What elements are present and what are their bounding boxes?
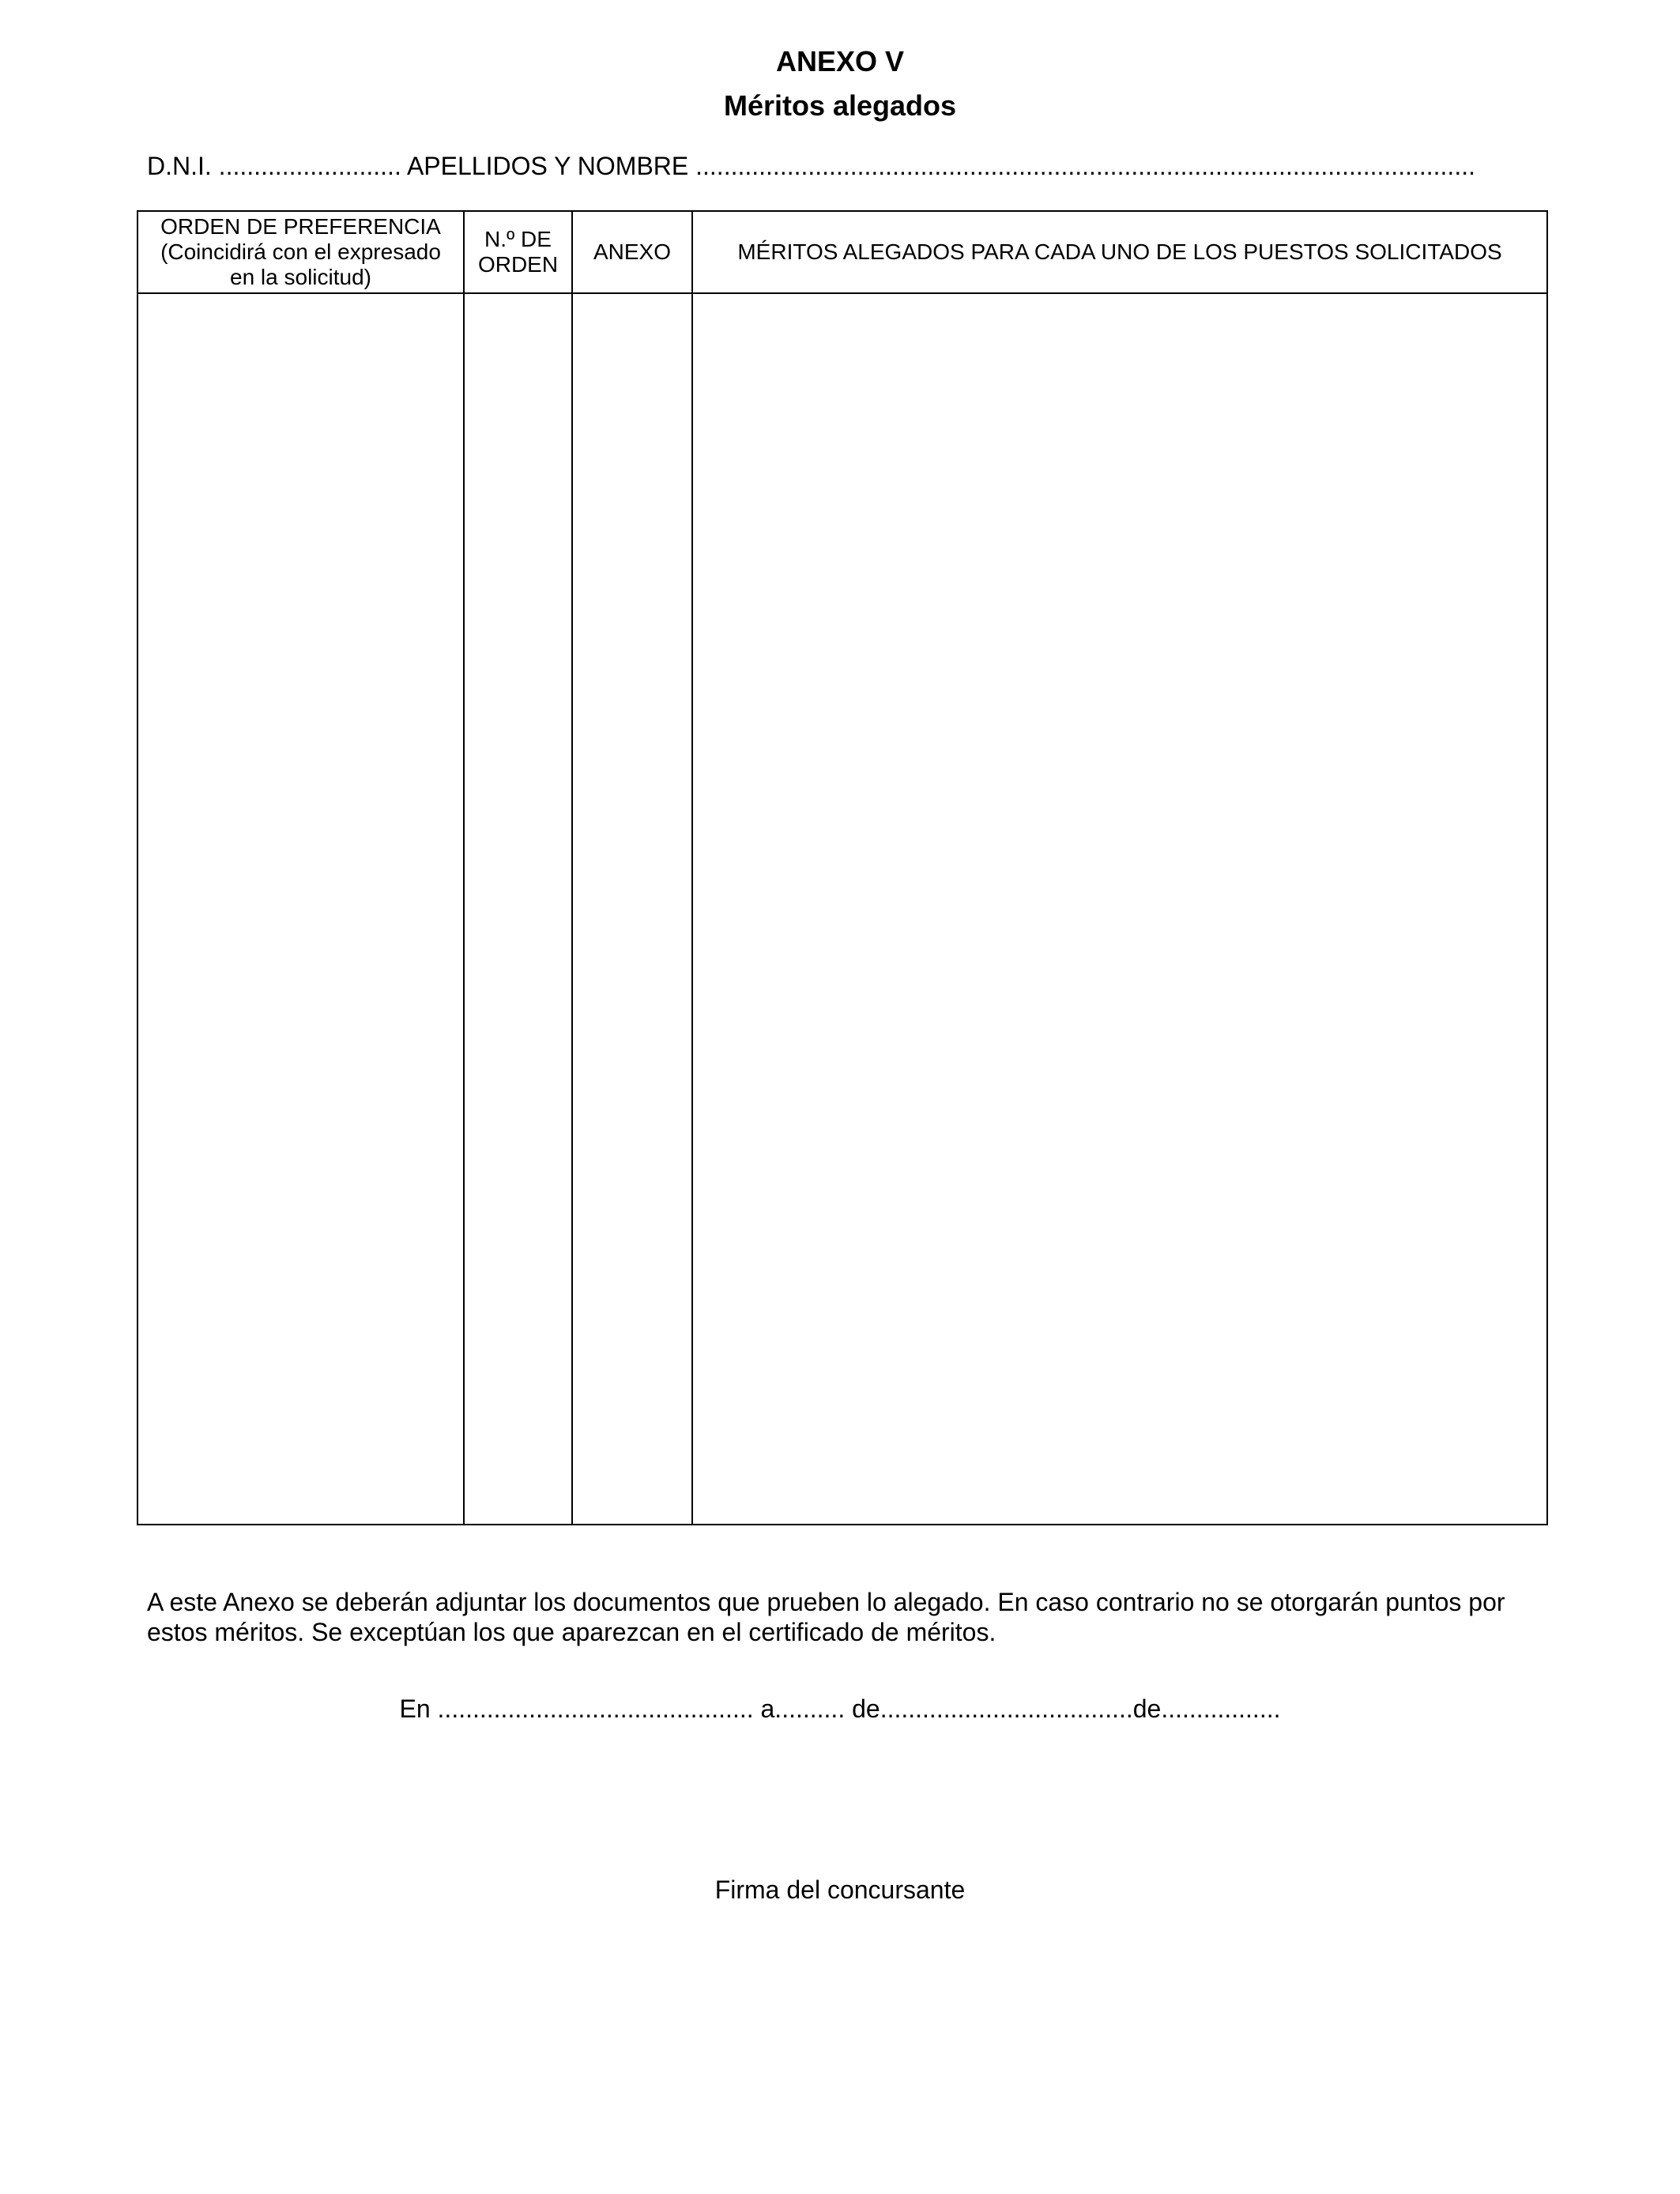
col-header-annex <box>572 211 692 293</box>
col-header-line: MÉRITOS ALEGADOS PARA CADA UNO DE LOS PUESTOS SOLICITADOS <box>737 239 1502 264</box>
year-field[interactable]: de................. <box>1132 1695 1281 1723</box>
place-label: En <box>399 1695 431 1723</box>
col-header-line: ORDEN <box>477 252 559 277</box>
attachment-note: A este Anexo se deberán adjuntar los documentos que prueben lo alegado. En caso contrario no se otorgarán puntos por estos méritos. Se exceptúan los que aparezcan en el certificado de méritos. <box>147 1588 1505 1646</box>
dni-label: D.N.I. <box>147 152 212 180</box>
col-header-line: N.º DE <box>484 227 552 251</box>
place-field[interactable]: ............................................. <box>437 1695 754 1723</box>
col-header-line: en la solicitud) <box>230 265 371 289</box>
table-row <box>137 293 1547 1525</box>
col-header-line: ORDEN DE PREFERENCIA <box>160 214 441 239</box>
col-header-line: ANEXO <box>593 239 672 264</box>
col-header-merits <box>692 211 1547 293</box>
month-field[interactable]: de.................................... <box>852 1695 1133 1723</box>
dni-field[interactable]: .......................... <box>218 152 401 180</box>
cell-order-number[interactable] <box>464 293 572 1525</box>
name-field[interactable]: ............................................................................................................... <box>695 152 1475 180</box>
cell-annex[interactable] <box>572 293 692 1525</box>
table-header-row <box>137 211 1547 293</box>
annex-title: ANEXO V <box>775 45 905 77</box>
col-header-line: (Coincidirá con el expresado <box>160 239 441 264</box>
col-header-preference-order <box>137 211 464 293</box>
signature-label: Firma del concursante <box>714 1875 966 1904</box>
merits-table <box>137 210 1548 1525</box>
day-field[interactable]: a.......... <box>760 1695 846 1723</box>
annex-subtitle: Méritos alegados <box>723 89 957 122</box>
identity-line <box>147 153 1569 179</box>
name-label: APELLIDOS Y NOMBRE <box>406 152 689 180</box>
cell-merits[interactable] <box>692 293 1547 1525</box>
place-date-line <box>0 1696 1680 1721</box>
col-header-order-number <box>464 211 572 293</box>
cell-preference-order[interactable] <box>137 293 464 1525</box>
